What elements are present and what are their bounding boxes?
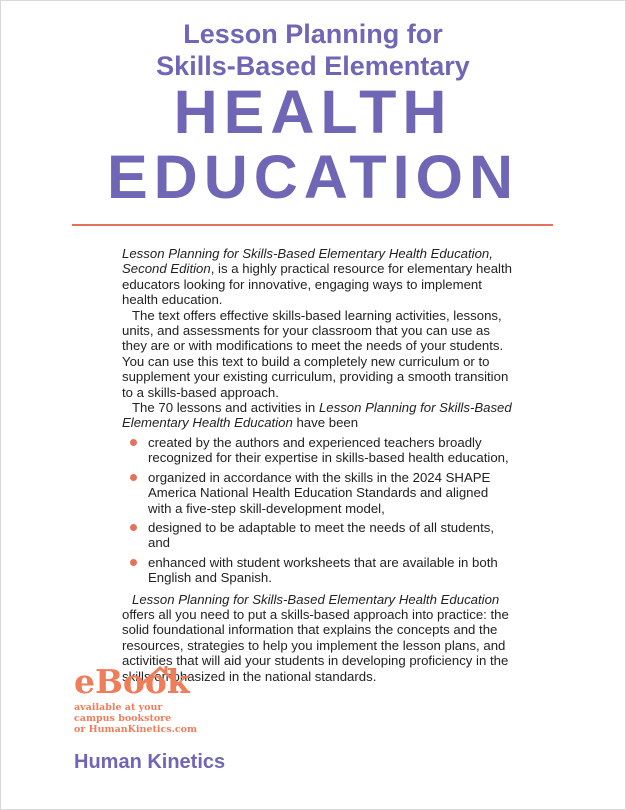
ebook-badge [74,664,197,735]
book-title-italic: Lesson Planning for Skills-Based Elementary Health Education [122,400,512,431]
description-body [122,246,514,684]
list-item-text: enhanced with student worksheets that are available in both English and Spanish. [148,554,498,586]
description-paragraph-1 [122,246,514,308]
subtitle-line-2: Skills-Based Elementary [156,51,470,81]
paragraph-text: have been [292,415,359,431]
ebook-availability [74,702,197,735]
divider-rule [72,224,553,226]
list-item [122,435,514,466]
list-item [122,470,514,516]
ebook-word: eBook [74,662,190,701]
description-paragraph-2: The text offers effective skills-based learning activities, lessons, units, and assessments for your classroom that you can use as they are or with modifications to meet the needs of your students. You can use this text to build a completely new curriculum or to supplement your existing curriculum, providing a smooth transition to a skills-based approach. [122,307,509,400]
list-item-text: designed to be adaptable to meet the needs of all students, and [148,519,495,551]
paragraph-text: , is a highly practical resource for elementary health educators looking for innovative, engaging ways to implement health education. [122,261,512,308]
title-line-1: HEALTH [173,78,453,146]
cover-title [0,80,626,210]
bullet-dot-icon [130,524,137,531]
publisher-name: Human Kinetics [74,751,226,773]
bullet-dot-icon [130,559,137,566]
cover-subtitle [0,18,626,82]
ebook-line-3: or HumanKinetics.com [74,724,198,735]
list-item-text: created by the authors and experienced teachers broadly recognized for their expertise in skills-based health education, [148,434,509,466]
ebook-line-2: campus bookstore [74,713,172,724]
book-title-italic: Lesson Planning for Skills-Based Elementary Health Education, Second Edition [122,246,493,277]
ebook-line-1: available at your [74,702,163,713]
description-paragraph-3 [122,400,514,431]
list-item [122,555,514,586]
book-roof-icon [138,662,182,690]
ebook-logo [74,664,197,700]
list-item-text: organized in accordance with the skills in the 2024 SHAPE America National Health Education Standards and aligned with a five-step skill-development model, [148,469,491,516]
list-item [122,520,514,551]
bullet-dot-icon [130,474,137,481]
subtitle-line-1: Lesson Planning for [183,19,443,49]
paragraph-text: The 70 lessons and activities in [132,400,319,416]
bullet-dot-icon [130,439,137,446]
feature-list [122,435,514,586]
book-title-italic: Lesson Planning for Skills-Based Elementary Health Education [132,591,500,607]
title-line-2: EDUCATION [106,143,520,211]
paragraph-text: offers all you need to put a skills-based approach into practice: the solid foundational information that explains the concepts and the resources, strategies to help you implement the lesson plans, and activities that will aid your students in developing proficiency in the skills emphasized in the national standards. [122,606,509,684]
